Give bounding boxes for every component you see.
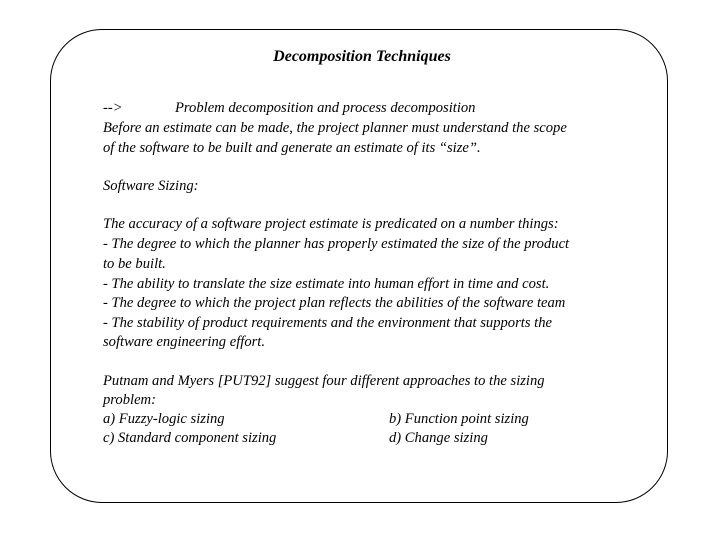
approach-item: a) Fuzzy-logic sizing: [103, 411, 225, 427]
accuracy-line: software engineering effort.: [103, 334, 265, 350]
approach-item: c) Standard component sizing: [103, 430, 277, 446]
intro-heading: Problem decomposition and process decomposition: [175, 100, 476, 116]
approaches-line: Putnam and Myers [PUT92] suggest four different approaches to the sizing: [103, 373, 545, 389]
accuracy-line: to be built.: [103, 256, 166, 272]
intro-line: Before an estimate can be made, the project planner must understand the scope: [103, 120, 567, 136]
accuracy-line: The accuracy of a software project estimate is predicated on a number things:: [103, 216, 559, 232]
sizing-heading: Software Sizing:: [103, 178, 199, 194]
approach-item: b) Function point sizing: [389, 411, 529, 427]
approaches-row: [103, 429, 488, 448]
arrow-marker: -->: [103, 100, 123, 116]
intro-line: of the software to be built and generate an estimate of its “size”.: [103, 140, 481, 156]
accuracy-line: - The ability to translate the size estimate into human effort in time and cost.: [103, 276, 550, 292]
slide-title: Decomposition Techniques: [273, 48, 451, 65]
accuracy-line: - The stability of product requirements and the environment that supports the: [103, 315, 552, 331]
accuracy-line: - The degree to which the planner has properly estimated the size of the product: [103, 236, 570, 252]
accuracy-line: - The degree to which the project plan reflects the abilities of the software team: [103, 295, 566, 311]
approach-item: d) Change sizing: [389, 430, 488, 446]
intro-heading-line: [103, 99, 475, 118]
approaches-line: problem:: [103, 392, 156, 408]
approaches-row: [103, 410, 529, 429]
